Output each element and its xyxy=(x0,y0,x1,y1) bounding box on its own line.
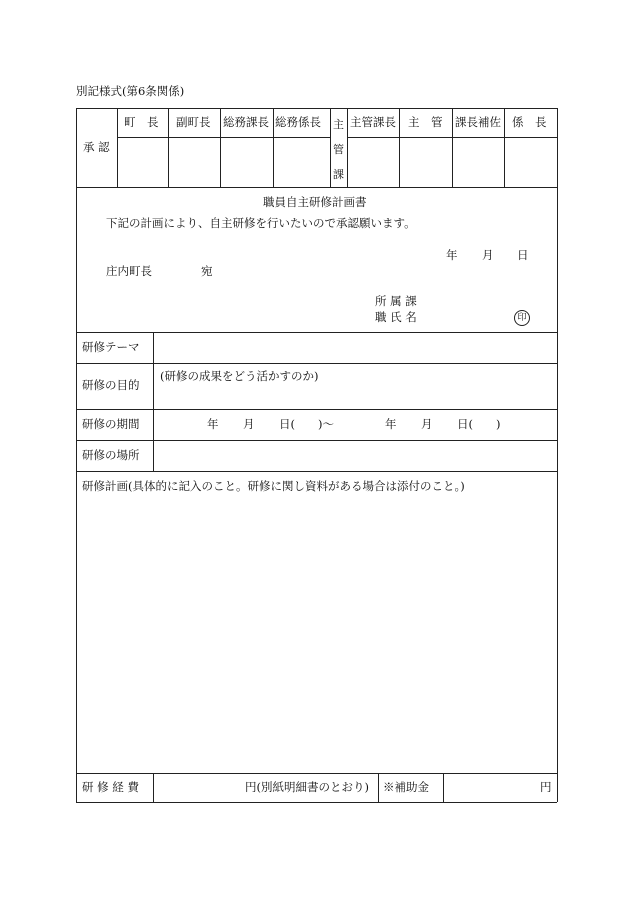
approval-col-line xyxy=(273,108,274,187)
period-label: 研修の期間 xyxy=(82,417,140,431)
place-label: 研修の場所 xyxy=(82,448,140,462)
period-start-year: 年 xyxy=(207,417,219,431)
row-divider xyxy=(76,363,557,364)
cost-label: 研 修 経 費 xyxy=(82,780,139,794)
approval-col-line xyxy=(117,108,118,187)
plan-label: 研修計画(具体的に記入のこと。研修に関し資料がある場合は添付のこと。) xyxy=(82,479,465,493)
row-divider xyxy=(76,440,557,441)
approval-col-mayor: 町 長 xyxy=(124,115,159,129)
date-month-label: 月 xyxy=(482,248,494,262)
approval-col-shukanka xyxy=(333,119,344,180)
department-label: 所 属 課 xyxy=(375,294,417,308)
approval-col-line xyxy=(452,108,453,187)
approval-col-responsible: 主 管 xyxy=(408,115,443,129)
row-divider xyxy=(76,332,557,333)
row-divider xyxy=(76,471,557,472)
cost-column-line xyxy=(153,773,154,802)
approval-col-general-affairs-section-head: 総務係長 xyxy=(275,115,321,129)
shukanka-char: 課 xyxy=(333,168,344,181)
period-end-day: 日( ) xyxy=(457,417,501,431)
approval-col-section-head: 係 長 xyxy=(512,115,547,129)
approval-col-general-affairs-chief: 総務課長 xyxy=(223,115,269,129)
shukanka-char: 管 xyxy=(333,143,344,156)
purpose-hint: (研修の成果をどう活かすのか) xyxy=(160,369,319,383)
table-border-top xyxy=(76,108,557,109)
approval-row-label: 承 認 xyxy=(83,140,110,154)
row-divider xyxy=(76,773,557,774)
period-end-year: 年 xyxy=(385,417,397,431)
form-caption: 別記様式(第6条関係) xyxy=(76,84,185,98)
label-column-line xyxy=(153,332,154,471)
approval-bottom-border xyxy=(76,187,557,188)
approval-col-line xyxy=(504,108,505,187)
cost-column-line xyxy=(378,773,379,802)
addressee: 庄内町長 xyxy=(106,264,152,278)
period-start-day: 日( )〜 xyxy=(279,417,334,431)
seal-mark-icon: 印 xyxy=(514,310,530,326)
approval-col-line xyxy=(330,108,331,187)
table-border-bottom xyxy=(76,802,557,803)
approval-col-line xyxy=(399,108,400,187)
period-start-month: 月 xyxy=(243,417,255,431)
row-divider xyxy=(76,409,557,410)
theme-label: 研修テーマ xyxy=(82,340,140,354)
approval-col-vice-mayor: 副町長 xyxy=(176,115,211,129)
approval-col-responsible-chief: 主管課長 xyxy=(350,115,396,129)
addressee-suffix: 宛 xyxy=(201,264,213,278)
table-border-right xyxy=(557,108,558,802)
cost-column-line xyxy=(443,773,444,802)
approval-col-line xyxy=(168,108,169,187)
period-end-month: 月 xyxy=(421,417,433,431)
purpose-label: 研修の目的 xyxy=(82,378,140,392)
approval-col-line xyxy=(220,108,221,187)
application-intro: 下記の計画により、自主研修を行いたいので承認願います。 xyxy=(106,216,416,230)
table-border-left xyxy=(76,108,77,802)
application-title: 職員自主研修計画書 xyxy=(263,195,367,209)
approval-header-divider-left xyxy=(117,137,330,138)
shukanka-char: 主 xyxy=(333,118,344,131)
date-day-label: 日 xyxy=(517,248,529,262)
subsidy-label: ※補助金 xyxy=(383,780,429,794)
subsidy-unit: 円 xyxy=(540,780,552,794)
approval-col-deputy-chief: 課長補佐 xyxy=(455,115,501,129)
name-label: 職 氏 名 xyxy=(375,310,417,324)
approval-col-line xyxy=(347,108,348,187)
date-year-label: 年 xyxy=(446,248,458,262)
cost-unit: 円(別紙明細書のとおり) xyxy=(245,780,369,794)
